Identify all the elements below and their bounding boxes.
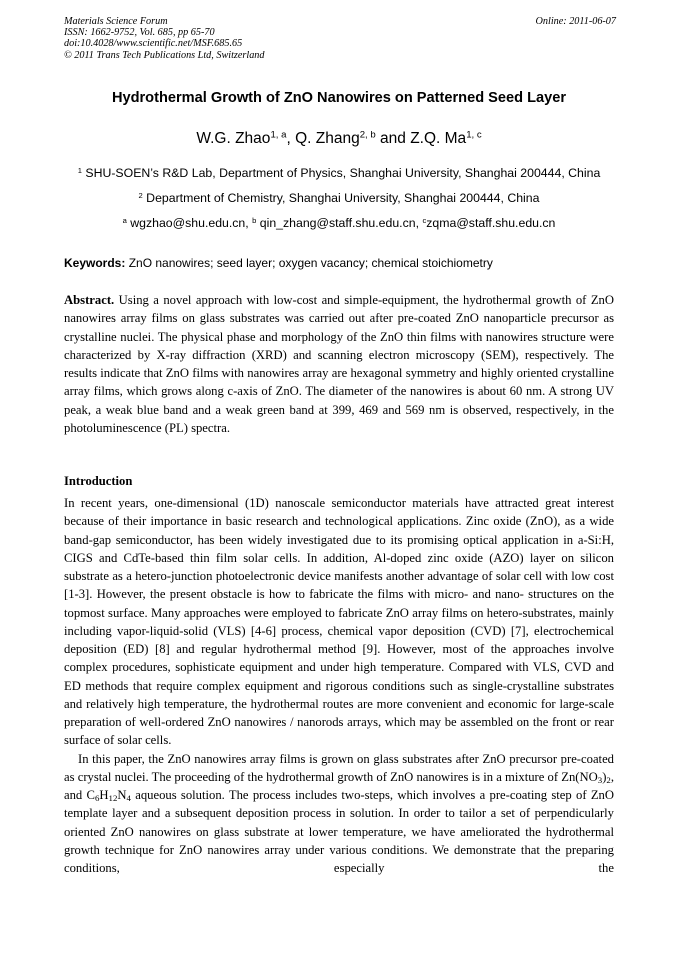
text-run: H [99, 788, 109, 802]
author-name: Z.Q. Ma [410, 130, 467, 147]
affiliation-text: SHU-SOEN’s R&D Lab, Department of Physics, Shanghai University, Shanghai 200444, China [81, 166, 601, 180]
abstract-text: Using a novel approach with low-cost and simple-equipment, the hydrothermal growth of ZnO nanowires array films on glass substrates was carried out after pre-coated ZnO nanoparticle precursor as crystalline nuclei. The physical phase and morphology of the ZnO thin films with nanowires structure were characterized by X-ray diffraction (XRD) and scanning electron microscopy (SEM), respectively. The results indicate that ZnO films with nanowires array are hexagonal symmetry and highly oriented crystalline array films, which grows along c-axis of ZnO. The diameter of the nanowires is about 60 nm. A strong UV peak, a weak blue band and a weak green band at 399, 469 and 569 nm is observed, respectively, in the photoluminescence (PL) spectra. [64, 293, 614, 435]
journal-header [64, 16, 264, 61]
author-list [0, 130, 678, 148]
affiliation-mark: 1 [77, 165, 82, 175]
author-separator: , [286, 130, 296, 147]
author-affiliation-mark: 1, c [466, 129, 482, 141]
copyright-line: © 2011 Trans Tech Publications Ltd, Switzerland [64, 49, 265, 61]
keywords-label: Keywords: [64, 256, 126, 270]
intro-paragraph-1: In recent years, one-dimensional (1D) nanoscale semiconductor materials have attracted great interest because of their importance in basic research and technological applications. Zinc oxide (ZnO), as a wide band-gap semiconductor, has been widely investigated due to its promising optical application in a-Si:H, CIGS and CdTe-based thin film solar cells. In addition, Al-doped zinc oxide (AZO) layer on silicon substrate as a hetero-junction photoelectronic device manifests another advantage of solar cell with low cost [1-3]. However, the present obstacle is how to fabricate the films with micro- and nano- structures on the topmost surface. Many approaches were employed to fabricate ZnO array films on hetero-substrates, mainly including vapor-liquid-solid (VLS) [4-6] process, chemical vapor deposition (CVD) [7], electrochemical deposition (ED) [8] and regular hydrothermal method [9]. However, most of the approaches involve complex procedures, sophisticate equipment and under high temperature. Compared with VLS, CVD and ED methods that require complex equipment and rigorous conditions such as single-crystalline substrates and relatively high temperature, the hydrothermal routes are more convenient and economic for large-scale preparation of well-ordered ZnO nanowires / nanorods arrays, which may be assembled on the front or rear surface of solar cells. [64, 496, 614, 748]
affiliation-text: Department of Chemistry, Shanghai University, Shanghai 200444, China [142, 191, 540, 205]
journal-name: Materials Science Forum [64, 16, 168, 27]
affiliation-1 [0, 166, 678, 180]
subscript: 12 [108, 793, 118, 804]
keywords [64, 256, 624, 270]
subscript: 2 [606, 774, 611, 785]
text-run: In this paper, the ZnO nanowires array films is grown on glass substrates after ZnO precursor pre-coated as crystal nuclei. The proceeding of the hydrothermal growth of ZnO nanowires is in a mixture of Zn(NO [64, 751, 614, 784]
abstract-label: Abstract. [64, 293, 115, 307]
text-run: ) [602, 769, 607, 784]
email-mark: a [122, 215, 127, 225]
email-text: qin_zhang@staff.shu.edu.cn, [256, 216, 423, 230]
author-name: W.G. Zhao [196, 130, 271, 147]
subscript: 6 [94, 793, 100, 804]
abstract [64, 291, 614, 437]
online-date [536, 16, 616, 27]
subscript: 4 [126, 793, 131, 804]
affiliation-mark: 2 [138, 190, 143, 200]
introduction-body [64, 494, 614, 877]
section-heading-introduction: Introduction [64, 474, 133, 488]
text-run: , and C [64, 769, 614, 802]
email-mark: b [252, 215, 257, 225]
subscript: 3 [597, 774, 603, 785]
paper-title: Hydrothermal Growth of ZnO Nanowires on Patterned Seed Layer [111, 90, 567, 106]
intro-paragraph-2 [64, 750, 614, 878]
email-text: wgzhao@shu.edu.cn, [126, 216, 253, 230]
email-text: zqma@staff.shu.edu.cn [426, 216, 556, 230]
email-mark: c [422, 215, 427, 225]
author-name: Q. Zhang [295, 130, 360, 147]
issn-line: ISSN: 1662-9752, Vol. 685, pp 65-70 [64, 27, 215, 39]
online-date-text: Online: 2011-06-07 [535, 16, 616, 27]
author-affiliation-mark: 2, b [359, 129, 376, 141]
author-affiliation-mark: 1, a [270, 129, 287, 141]
author-emails [0, 216, 678, 230]
text-run: aqueous solution. The process includes two-steps, which involves a pre-coating step of ZnO template layer and a subsequent deposition process in solution. In order to tailor a set of perpendicularly oriented ZnO nanowires on glass substrate at lower temperature, we have ameliorated the hydrothermal growth technique for ZnO nanowires array under various conditions. We demonstrate that the preparing conditions, especially the [64, 788, 614, 875]
affiliation-2 [0, 191, 678, 205]
doi-line: doi:10.4028/www.scientific.net/MSF.685.65 [64, 38, 243, 50]
keywords-text: ZnO nanowires; seed layer; oxygen vacancy; chemical stoichiometry [125, 256, 493, 270]
text-run: N [117, 788, 127, 802]
author-separator: and [375, 130, 411, 147]
